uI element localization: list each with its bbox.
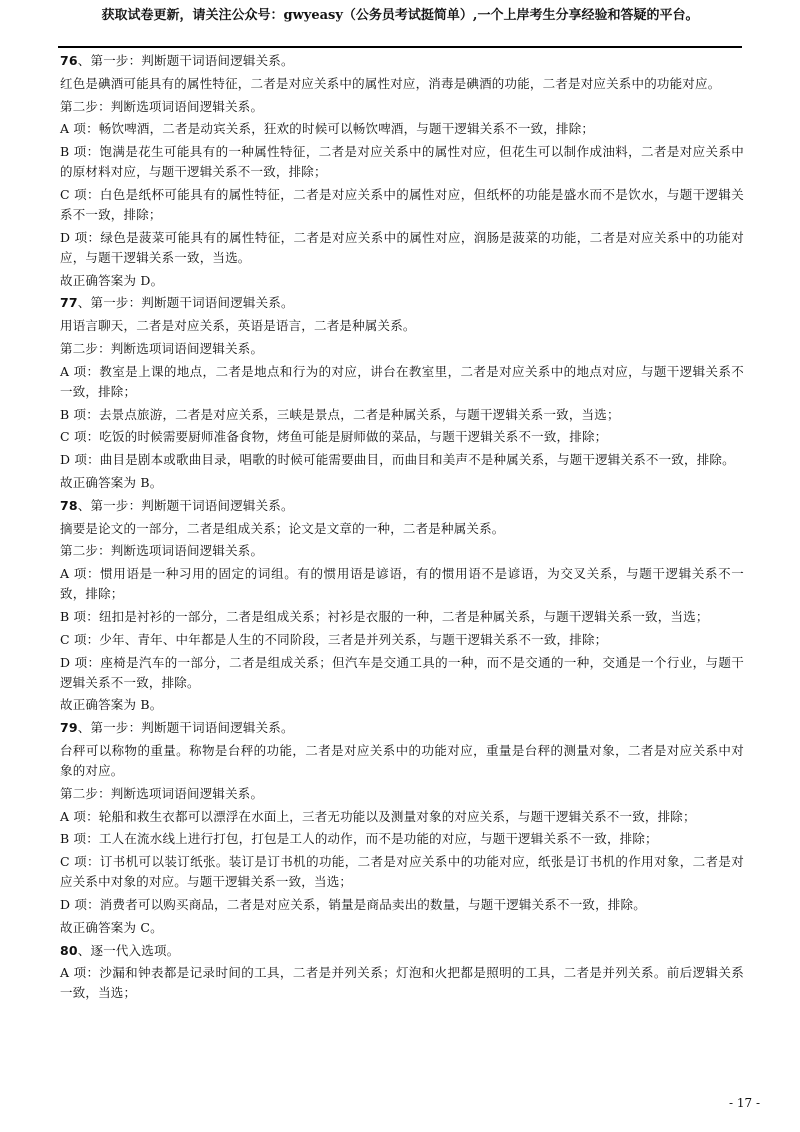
- question-heading: [60, 293, 744, 313]
- paragraph: [60, 228, 744, 268]
- question-heading: [60, 51, 744, 71]
- paragraph: [60, 473, 744, 493]
- question-heading: [60, 496, 744, 516]
- paragraph-text: 、第一步：判断题干词语间逻辑关系。: [77, 295, 294, 311]
- paragraph: [60, 630, 744, 650]
- paragraph-text: D 项：曲目是剧本或歌曲目录，唱歌的时候可能需要曲目，而曲目和美声不是种属关系，与题干逻辑关系不一致，排除。: [60, 452, 735, 468]
- paragraph: [60, 405, 744, 425]
- paragraph-text: A 项：惯用语是一种习用的固定的词组。有的惯用语是谚语，有的惯用语不是谚语，为交叉关系，与题干逻辑关系不一致，排除；: [60, 566, 744, 602]
- paragraph-text: D 项：绿色是菠菜可能具有的属性特征，二者是对应关系中的属性对应，润肠是菠菜的功能，二者是对应关系中的功能对应，与题干逻辑关系一致，当选。: [60, 229, 744, 265]
- paragraph-text: 摘要是论文的一部分，二者是组成关系；论文是文章的一种，二者是种属关系。: [60, 520, 505, 536]
- question-number: 79: [60, 720, 78, 736]
- question-heading: [60, 941, 744, 961]
- paragraph: [60, 74, 744, 94]
- paragraph: [60, 519, 744, 539]
- paragraph-text: 、第一步：判断题干词语间逻辑关系。: [77, 720, 294, 736]
- paragraph: [60, 362, 744, 402]
- paragraph: [60, 427, 744, 447]
- paragraph: [60, 339, 744, 359]
- paragraph-text: A 项：轮船和救生衣都可以漂浮在水面上，三者无功能以及测量对象的对应关系，与题干逻辑关系不一致，排除；: [60, 808, 696, 824]
- paragraph: [60, 653, 744, 693]
- paragraph: [60, 541, 744, 561]
- paragraph: [60, 741, 744, 781]
- paragraph-text: D 项：消费者可以购买商品，二者是对应关系，销量是商品卖出的数量，与题干逻辑关系不一致，排除。: [60, 896, 646, 912]
- paragraph-text: B 项：纽扣是衬衫的一部分，二者是组成关系；衬衫是衣服的一种，二者是种属关系，与题干逻辑关系一致，当选；: [60, 608, 709, 624]
- paragraph-text: 、逐一代入选项。: [77, 942, 180, 958]
- paragraph-text: D 项：座椅是汽车的一部分，二者是组成关系；但汽车是交通工具的一种，而不是交通的一种，交通是一个行业，与题干逻辑关系不一致，排除。: [60, 654, 744, 690]
- paragraph: [60, 97, 744, 117]
- paragraph-text: 故正确答案为 B。: [60, 697, 163, 713]
- paragraph-text: 台秤可以称物的重量。称物是台秤的功能，二者是对应关系中的功能对应，重量是台秤的测量对象，二者是对应关系中对象的对应。: [60, 742, 744, 778]
- paragraph: [60, 829, 744, 849]
- paragraph: [60, 185, 744, 225]
- paragraph-text: A 项：畅饮啤酒，二者是动宾关系，狂欢的时候可以畅饮啤酒，与题干逻辑关系不一致，排除；: [60, 121, 595, 137]
- paragraph-text: 、第一步：判断题干词语间逻辑关系。: [77, 53, 294, 68]
- paragraph: [60, 852, 744, 892]
- paragraph-text: A 项：教室是上课的地点，二者是地点和行为的对应，讲台在教室里，二者是对应关系中的地点对应，与题干逻辑关系不一致，排除；: [60, 363, 744, 399]
- paragraph-text: C 项：少年、青年、中年都是人生的不同阶段，三者是并列关系，与题干逻辑关系不一致，排除；: [60, 631, 608, 647]
- paragraph-text: B 项：饱满是花生可能具有的一种属性特征，二者是对应关系中的属性对应，但花生可以制作成油料，二者是对应关系中的原材料对应，与题干逻辑关系不一致，排除；: [60, 144, 744, 180]
- question-number: 80: [60, 942, 78, 958]
- page-number: - 17 -: [728, 1096, 760, 1110]
- paragraph-text: C 项：白色是纸杯可能具有的属性特征，二者是对应关系中的属性对应，但纸杯的功能是盛水而不是饮水，与题干逻辑关系不一致，排除；: [60, 186, 744, 222]
- paragraph: [60, 450, 744, 470]
- paragraph: [60, 918, 744, 938]
- header-divider: [58, 46, 742, 48]
- paragraph-text: 第二步：判断选项词语间逻辑关系。: [60, 785, 264, 801]
- question-number: 76: [60, 53, 78, 68]
- paragraph-text: 故正确答案为 B。: [60, 474, 163, 490]
- paragraph-text: C 项：订书机可以装订纸张。装订是订书机的功能，二者是对应关系中的功能对应，纸张是订书机的作用对象，二者是对应关系中对象的对应。与题干逻辑关系一致，当选；: [60, 854, 744, 890]
- paragraph-text: 故正确答案为 D。: [60, 272, 164, 288]
- paragraph: [60, 271, 744, 291]
- paragraph: [60, 119, 744, 139]
- paragraph-text: 第二步：判断选项词语间逻辑关系。: [60, 340, 264, 356]
- paragraph-text: B 项：去景点旅游，二者是对应关系，三峡是景点，二者是种属关系，与题干逻辑关系一致，当选；: [60, 406, 620, 422]
- paragraph: [60, 784, 744, 804]
- paragraph-text: C 项：吃饭的时候需要厨师准备食物，烤鱼可能是厨师做的菜品，与题干逻辑关系不一致，排除；: [60, 429, 608, 445]
- paragraph: [60, 564, 744, 604]
- question-heading: [60, 718, 744, 738]
- paragraph-text: 第二步：判断选项词语间逻辑关系。: [60, 543, 264, 559]
- paragraph-text: B 项：工人在流水线上进行打包，打包是工人的动作，而不是功能的对应，与题干逻辑关系不一致，排除；: [60, 831, 658, 847]
- paragraph-text: 红色是碘酒可能具有的属性特征，二者是对应关系中的属性对应，消毒是碘酒的功能，二者是对应关系中的功能对应。: [60, 75, 721, 91]
- paragraph: [60, 807, 744, 827]
- paragraph-text: A 项：沙漏和钟表都是记录时间的工具，二者是并列关系；灯泡和火把都是照明的工具，二者是并列关系。前后逻辑关系一致，当选；: [60, 965, 744, 1001]
- question-number: 78: [60, 497, 78, 513]
- paragraph: [60, 316, 744, 336]
- paragraph-text: 故正确答案为 C。: [60, 919, 163, 935]
- paragraph: [60, 142, 744, 182]
- page-header: [58, 0, 742, 26]
- header-text: 获取试卷更新，请关注公众号：gwyeasy（公务员考试挺简单）,一个上岸考生分享经验和答疑的平台。: [101, 8, 699, 23]
- paragraph: [60, 963, 744, 1003]
- paragraph-text: 用语言聊天，二者是对应关系，英语是语言，二者是种属关系。: [60, 318, 416, 334]
- paragraph-text: 第二步：判断选项词语间逻辑关系。: [60, 98, 264, 114]
- paragraph: [60, 895, 744, 915]
- paragraph: [60, 695, 744, 715]
- document-body: [60, 51, 744, 1006]
- question-number: 77: [60, 295, 78, 311]
- paragraph-text: 、第一步：判断题干词语间逻辑关系。: [77, 497, 294, 513]
- paragraph: [60, 607, 744, 627]
